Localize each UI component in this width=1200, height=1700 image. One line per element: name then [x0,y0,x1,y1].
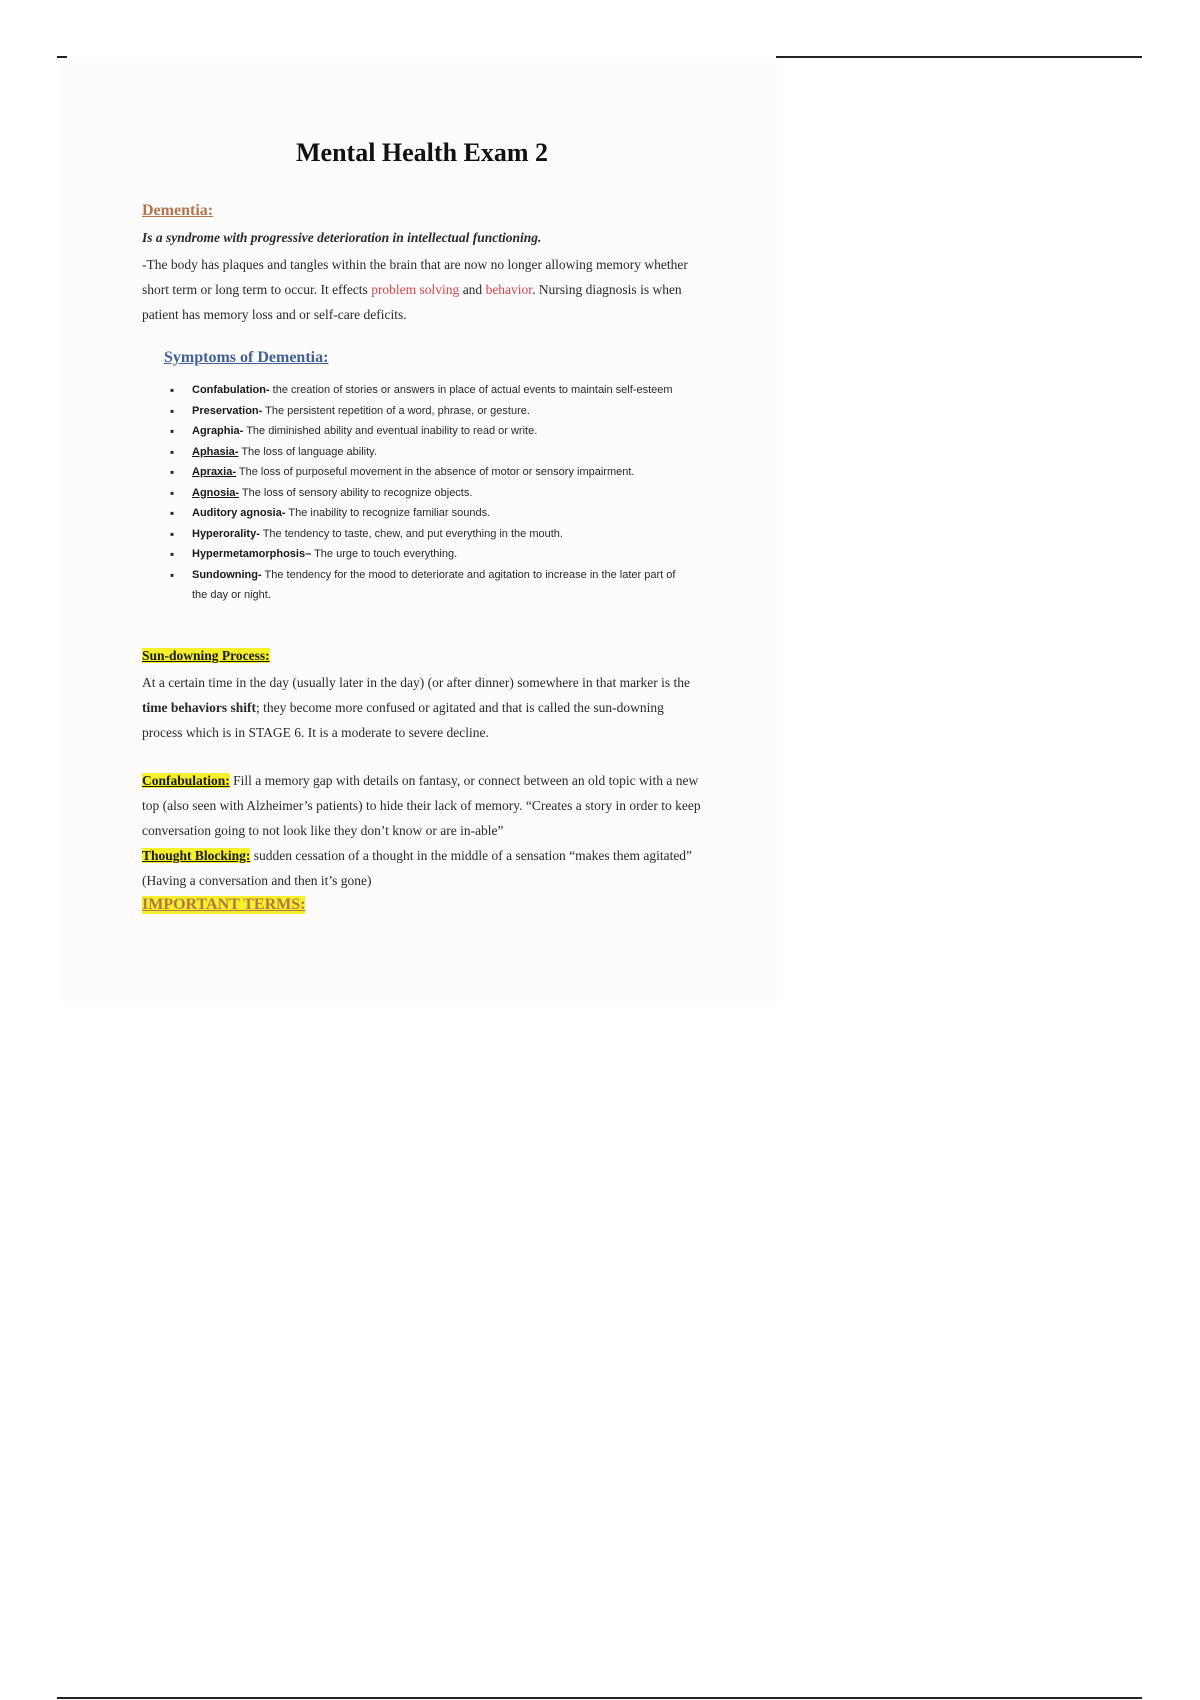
sundowning-text-2: ; they become more confused or agitated and that is called the sun-downing process which is in STAGE 6. It is a moderate to severe decline. [142,700,664,740]
confabulation-label: Confabulation: [142,773,230,788]
bullet-icon: ▪ [170,424,175,438]
symptom-term: Agraphia- [192,425,244,437]
problem-solving-red-text: problem solving [371,282,460,297]
header-rule-right [776,56,1142,58]
thought-blocking-text: sudden cessation of a thought in the middle of a sensation “makes them agitated” (Having a conversation and then it’s gone) [142,848,693,888]
symptom-description: The loss of language ability. [238,445,377,458]
behavior-red-text: behavior [485,282,533,297]
thought-blocking-label: Thought Blocking: [142,848,251,863]
symptom-item-preservation [170,401,690,422]
symptom-list [170,380,690,606]
symptoms-heading: Symptoms of Dementia: [164,349,329,366]
dementia-body [142,252,702,327]
symptom-term: Apraxia- [192,466,237,478]
confabulation-text: Fill a memory gap with details on fantasy, or connect between an old topic with a new top (also seen with Alzheimer’s patients) to hide their lack of memory. “Creates a story in order to keep conversation going to not look like they don’t know or are in-able” [142,773,701,838]
sundowning-bold-text: time behaviors shift [142,700,256,715]
dementia-heading: Dementia: [142,202,214,219]
bullet-icon: ▪ [170,526,175,541]
sundowning-heading [142,648,270,664]
symptom-term: Agnosia- [192,486,240,499]
symptom-description: The persistent repetition of a word, phrase, or gesture. [262,404,530,417]
symptom-description: The loss of sensory ability to recognize objects. [239,486,473,499]
symptom-term: Confabulation- [192,384,270,396]
symptom-item-auditory-agnosia [170,503,690,524]
dementia-body-text-3: . Nursing diagnosis is when patient has memory loss and or self-care deficits. [142,282,682,322]
symptom-item-hypermetamorphosis [170,544,690,565]
bullet-icon: ▪ [170,506,175,520]
sundowning-text-1: At a certain time in the day (usually later in the day) (or after dinner) somewhere in that marker is the [142,675,691,690]
symptom-description: The diminished ability and eventual inability to read or write. [243,425,538,437]
sundowning-heading-label: Sun-downing Process: [142,648,270,663]
symptom-description: The tendency to taste, chew, and put everything in the mouth. [259,527,563,540]
confabulation-paragraph [142,768,702,843]
symptom-term: Hyperorality- [192,527,260,540]
symptom-term: Preservation- [192,404,263,417]
symptom-description: The inability to recognize familiar sounds. [285,507,491,519]
symptom-term: Auditory agnosia- [192,507,286,519]
important-terms-heading: IMPORTANT TERMS: [142,896,306,913]
bullet-icon: ▪ [170,465,175,479]
symptom-item-agraphia [170,421,690,442]
symptom-item-apraxia [170,462,690,483]
symptom-item-hyperorality [170,524,690,545]
thought-blocking-paragraph [142,843,702,893]
symptom-item-confabulation [170,380,690,401]
sundowning-paragraph [142,670,702,745]
symptom-description: the creation of stories or answers in place of actual events to maintain self-esteem [269,384,673,396]
dementia-body-text-1: -The body has plaques and tangles within the brain that are now no longer allowing memory whether short term or long term to occur. It effects [142,257,688,297]
bullet-icon: ▪ [170,403,175,418]
symptom-item-sundowning [170,565,690,606]
dementia-body-text-2: and [459,282,486,297]
symptom-term: Aphasia- [192,445,239,458]
bullet-icon: ▪ [170,383,175,397]
bullet-icon: ▪ [170,444,175,459]
dementia-definition: Is a syndrome with progressive deterioration in intellectual functioning. [142,230,542,245]
symptom-description: The tendency for the mood to deteriorate and agitation to increase in the later part of the day or night. [192,568,676,601]
symptom-term: Sundowning- [192,568,262,581]
bullet-icon: ▪ [170,567,175,582]
symptom-term: Hypermetamorphosis– [192,548,312,560]
footer-rule [57,1697,1142,1699]
header-rule-left [57,56,67,58]
symptom-description: The loss of purposeful movement in the absence of motor or sensory impairment. [236,466,635,478]
symptom-item-aphasia [170,442,690,463]
symptom-description: The urge to touch everything. [311,548,458,560]
bullet-icon: ▪ [170,485,175,500]
bullet-icon: ▪ [170,547,175,561]
symptom-item-agnosia [170,483,690,504]
page-title: Mental Health Exam 2 [296,138,549,167]
